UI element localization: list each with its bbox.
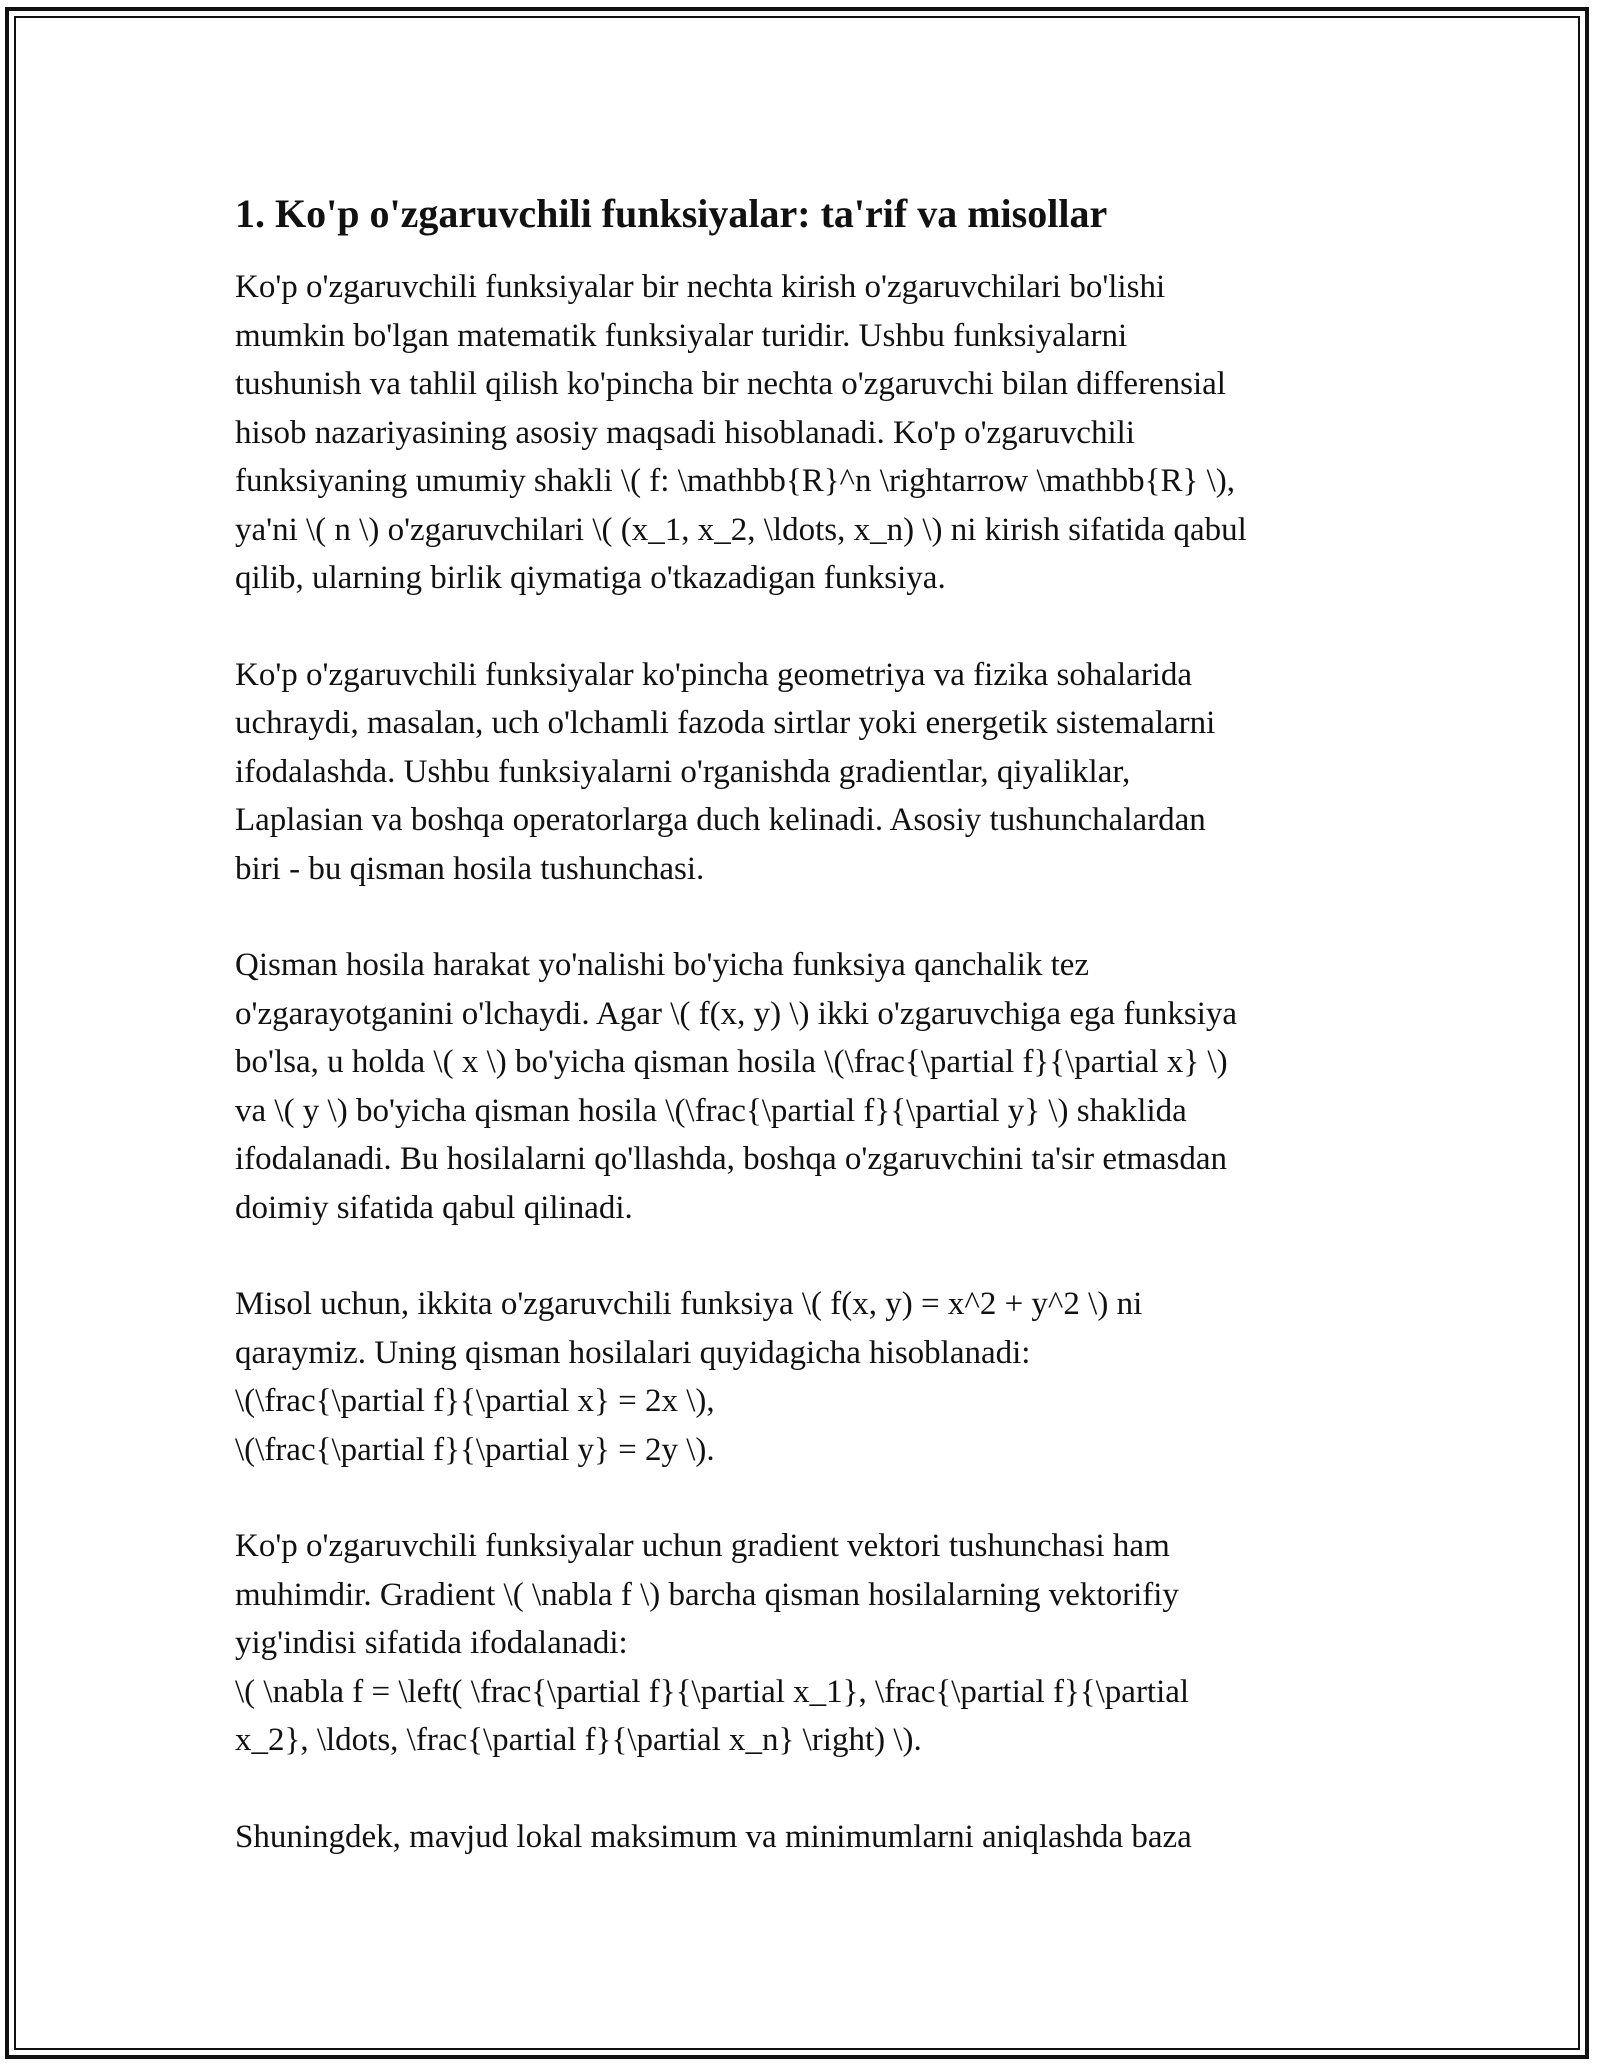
text-line: biri - bu qisman hosila tushunchasi.: [235, 850, 705, 887]
text-line: hisob nazariyasining asosiy maqsadi hisoblanadi. Ko'p o'zgaruvchili: [235, 414, 1135, 451]
text-line: mumkin bo'lgan matematik funksiyalar turidir. Ushbu funksiyalarni: [235, 317, 1128, 354]
text-line: doimiy sifatida qabul qilinadi.: [235, 1189, 633, 1226]
text-line: muhimdir. Gradient \( \nabla f \) barcha qisman hosilalarning vektorifiy: [235, 1576, 1179, 1613]
text-line: x_2}, \ldots, \frac{\partial f}{\partial x_n} \right) \).: [235, 1722, 922, 1758]
text-line: \( \nabla f = \left( \frac{\partial f}{\partial x_1}, \frac{\partial f}{\partial: [235, 1673, 1190, 1710]
text-line: bo'lsa, u holda \( x \) bo'yicha qisman hosila \(\frac{\partial f}{\partial x} \): [235, 1044, 1228, 1080]
document-title: 1. Ko'p o'zgaruvchili funksiyalar: ta'rif va misollar: [235, 191, 1108, 236]
text-line: Shuningdek, mavjud lokal maksimum va minimumlarni aniqlashda baza: [235, 1818, 1192, 1855]
text-line: uchraydi, masalan, uch o'lchamli fazoda sirtlar yoki energetik sistemalarni: [235, 705, 1216, 741]
paragraph-definition: [235, 263, 1365, 603]
paragraph-gradient: [235, 1522, 1365, 1765]
text-line: Laplasian va boshqa operatorlarga duch kelinadi. Asosiy tushunchalardan: [235, 802, 1206, 838]
text-line: o'zgarayotganini o'lchaydi. Agar \( f(x, y) \) ikki o'zgaruvchiga ega funksiya: [235, 995, 1238, 1032]
document-body: [235, 185, 1365, 1909]
text-line: Ko'p o'zgaruvchili funksiyalar uchun gradient vektori tushunchasi ham: [235, 1528, 1170, 1564]
paragraph-applications: [235, 651, 1365, 894]
paragraph-example: [235, 1280, 1365, 1474]
text-line: yig'indisi sifatida ifodalanadi:: [235, 1625, 628, 1661]
text-line: va \( y \) bo'yicha qisman hosila \(\frac{\partial f}{\partial y} \) shaklida: [235, 1092, 1187, 1129]
text-line: funksiyaning umumiy shakli \( f: \mathbb{R}^n \rightarrow \mathbb{R} \),: [235, 463, 1235, 499]
text-line: Qisman hosila harakat yo'nalishi bo'yicha funksiya qanchalik tez: [235, 947, 1090, 983]
text-line: ya'ni \( n \) o'zgaruvchilari \( (x_1, x_2, \ldots, x_n) \) ni kirish sifatida qabul: [235, 511, 1247, 548]
text-line: tushunish va tahlil qilish ko'pincha bir nechta o'zgaruvchi bilan differensial: [235, 366, 1226, 402]
text-line: \(\frac{\partial f}{\partial y} = 2y \).: [235, 1431, 715, 1468]
text-line: Ko'p o'zgaruvchili funksiyalar ko'pincha geometriya va fizika sohalarida: [235, 656, 1193, 693]
text-line: ifodalashda. Ushbu funksiyalarni o'rganishda gradientlar, qiyaliklar,: [235, 753, 1131, 790]
paragraph-partial-derivative: [235, 941, 1365, 1232]
text-line: Ko'p o'zgaruvchili funksiyalar bir nechta kirish o'zgaruvchilari bo'lishi: [235, 269, 1166, 305]
text-line: \(\frac{\partial f}{\partial x} = 2x \),: [235, 1383, 715, 1419]
text-line: qilib, ularning birlik qiymatiga o'tkazadigan funksiya.: [235, 560, 946, 596]
text-line: ifodalanadi. Bu hosilalarni qo'llashda, boshqa o'zgaruvchini ta'sir etmasdan: [235, 1141, 1227, 1177]
paragraph-extrema: [235, 1813, 1365, 1862]
text-line: qaraymiz. Uning qisman hosilalari quyidagicha hisoblanadi:: [235, 1334, 1031, 1371]
text-line: Misol uchun, ikkita o'zgaruvchili funksiya \( f(x, y) = x^2 + y^2 \) ni: [235, 1286, 1143, 1322]
